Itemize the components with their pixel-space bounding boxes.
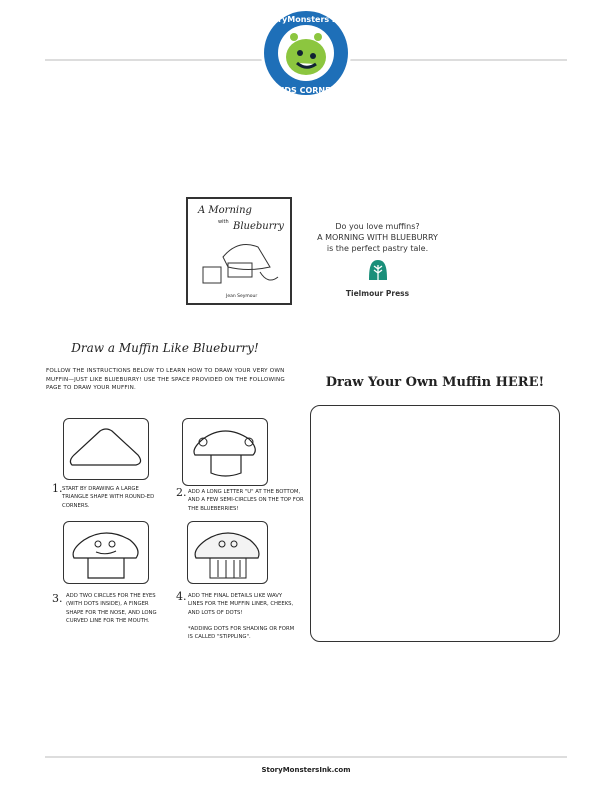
step3-number: 3. <box>52 592 63 605</box>
step3-panel <box>63 521 149 584</box>
promo-block <box>300 221 455 299</box>
book-author: Jean Seymour <box>226 294 258 299</box>
promo-line3: is the perfect pastry tale. <box>326 244 429 253</box>
book-title-line3: Blueburry <box>233 221 284 232</box>
step4-text: ADD THE FINAL DETAILS LIKE WAVY LINES FOR THE MUFFIN LINER, CHEEKS, AND LOTS OF DOTS! <box>188 593 294 616</box>
stippling-note: *ADDING DOTS FOR SHADING OR FORM IS CALLED "STIPPLING". <box>188 626 295 641</box>
step2-panel <box>182 418 268 486</box>
promo-line2: A MORNING WITH BLUEBURRY <box>317 233 438 242</box>
story-monsters-logo <box>260 7 352 99</box>
step1-text: START BY DRAWING A LARGE TRIANGLE SHAPE WITH ROUND-ED CORNERS. <box>62 486 155 509</box>
intro-text: FOLLOW THE INSTRUCTIONS BELOW TO LEARN HOW TO DRAW YOUR VERY OWN MUFFIN—JUST LIKE BLUEBURRY! USE THE SPACE PROVIDED ON THE FOLLOWING PAGE TO DRAW YOUR MUFFIN. <box>46 368 285 391</box>
step2-text: ADD A LONG LETTER "U" AT THE BOTTOM, AND A FEW SEMI-CIRCLES ON THE TOP FOR THE BLUEBERRIES! <box>188 489 304 512</box>
tree-logo-icon <box>369 259 387 281</box>
step3-text: ADD TWO CIRCLES FOR THE EYES (WITH DOTS INSIDE), A FINGER SHAPE FOR THE NOSE, AND LONG CURVED LINE FOR THE MOUTH. <box>66 593 157 624</box>
book-illustration <box>198 237 284 287</box>
step1-panel <box>63 418 149 480</box>
step4-number: 4. <box>176 590 187 603</box>
step2-number: 2. <box>176 486 187 499</box>
drawing-area[interactable] <box>310 405 560 642</box>
svg-text:KIDS CORNER: KIDS CORNER <box>275 86 337 95</box>
step4-panel <box>187 521 268 584</box>
promo-line1: Do you love muffins? <box>335 222 420 231</box>
book-title-line2: with <box>218 219 229 225</box>
footer-site[interactable]: StoryMonstersInk.com <box>261 766 351 774</box>
book-title-line1: A Morning <box>198 205 252 216</box>
left-title: Draw a Muffin Like Blueburry! <box>71 341 259 355</box>
bottom-divider <box>45 756 567 758</box>
publisher-name: Tielmour Press <box>345 289 410 298</box>
svg-text:StoryMonsters Ink.: StoryMonsters Ink. <box>263 15 349 24</box>
book-cover <box>186 197 292 305</box>
step1-number: 1. <box>52 482 63 495</box>
draw-your-own-title: Draw Your Own Muffin HERE! <box>325 375 545 390</box>
